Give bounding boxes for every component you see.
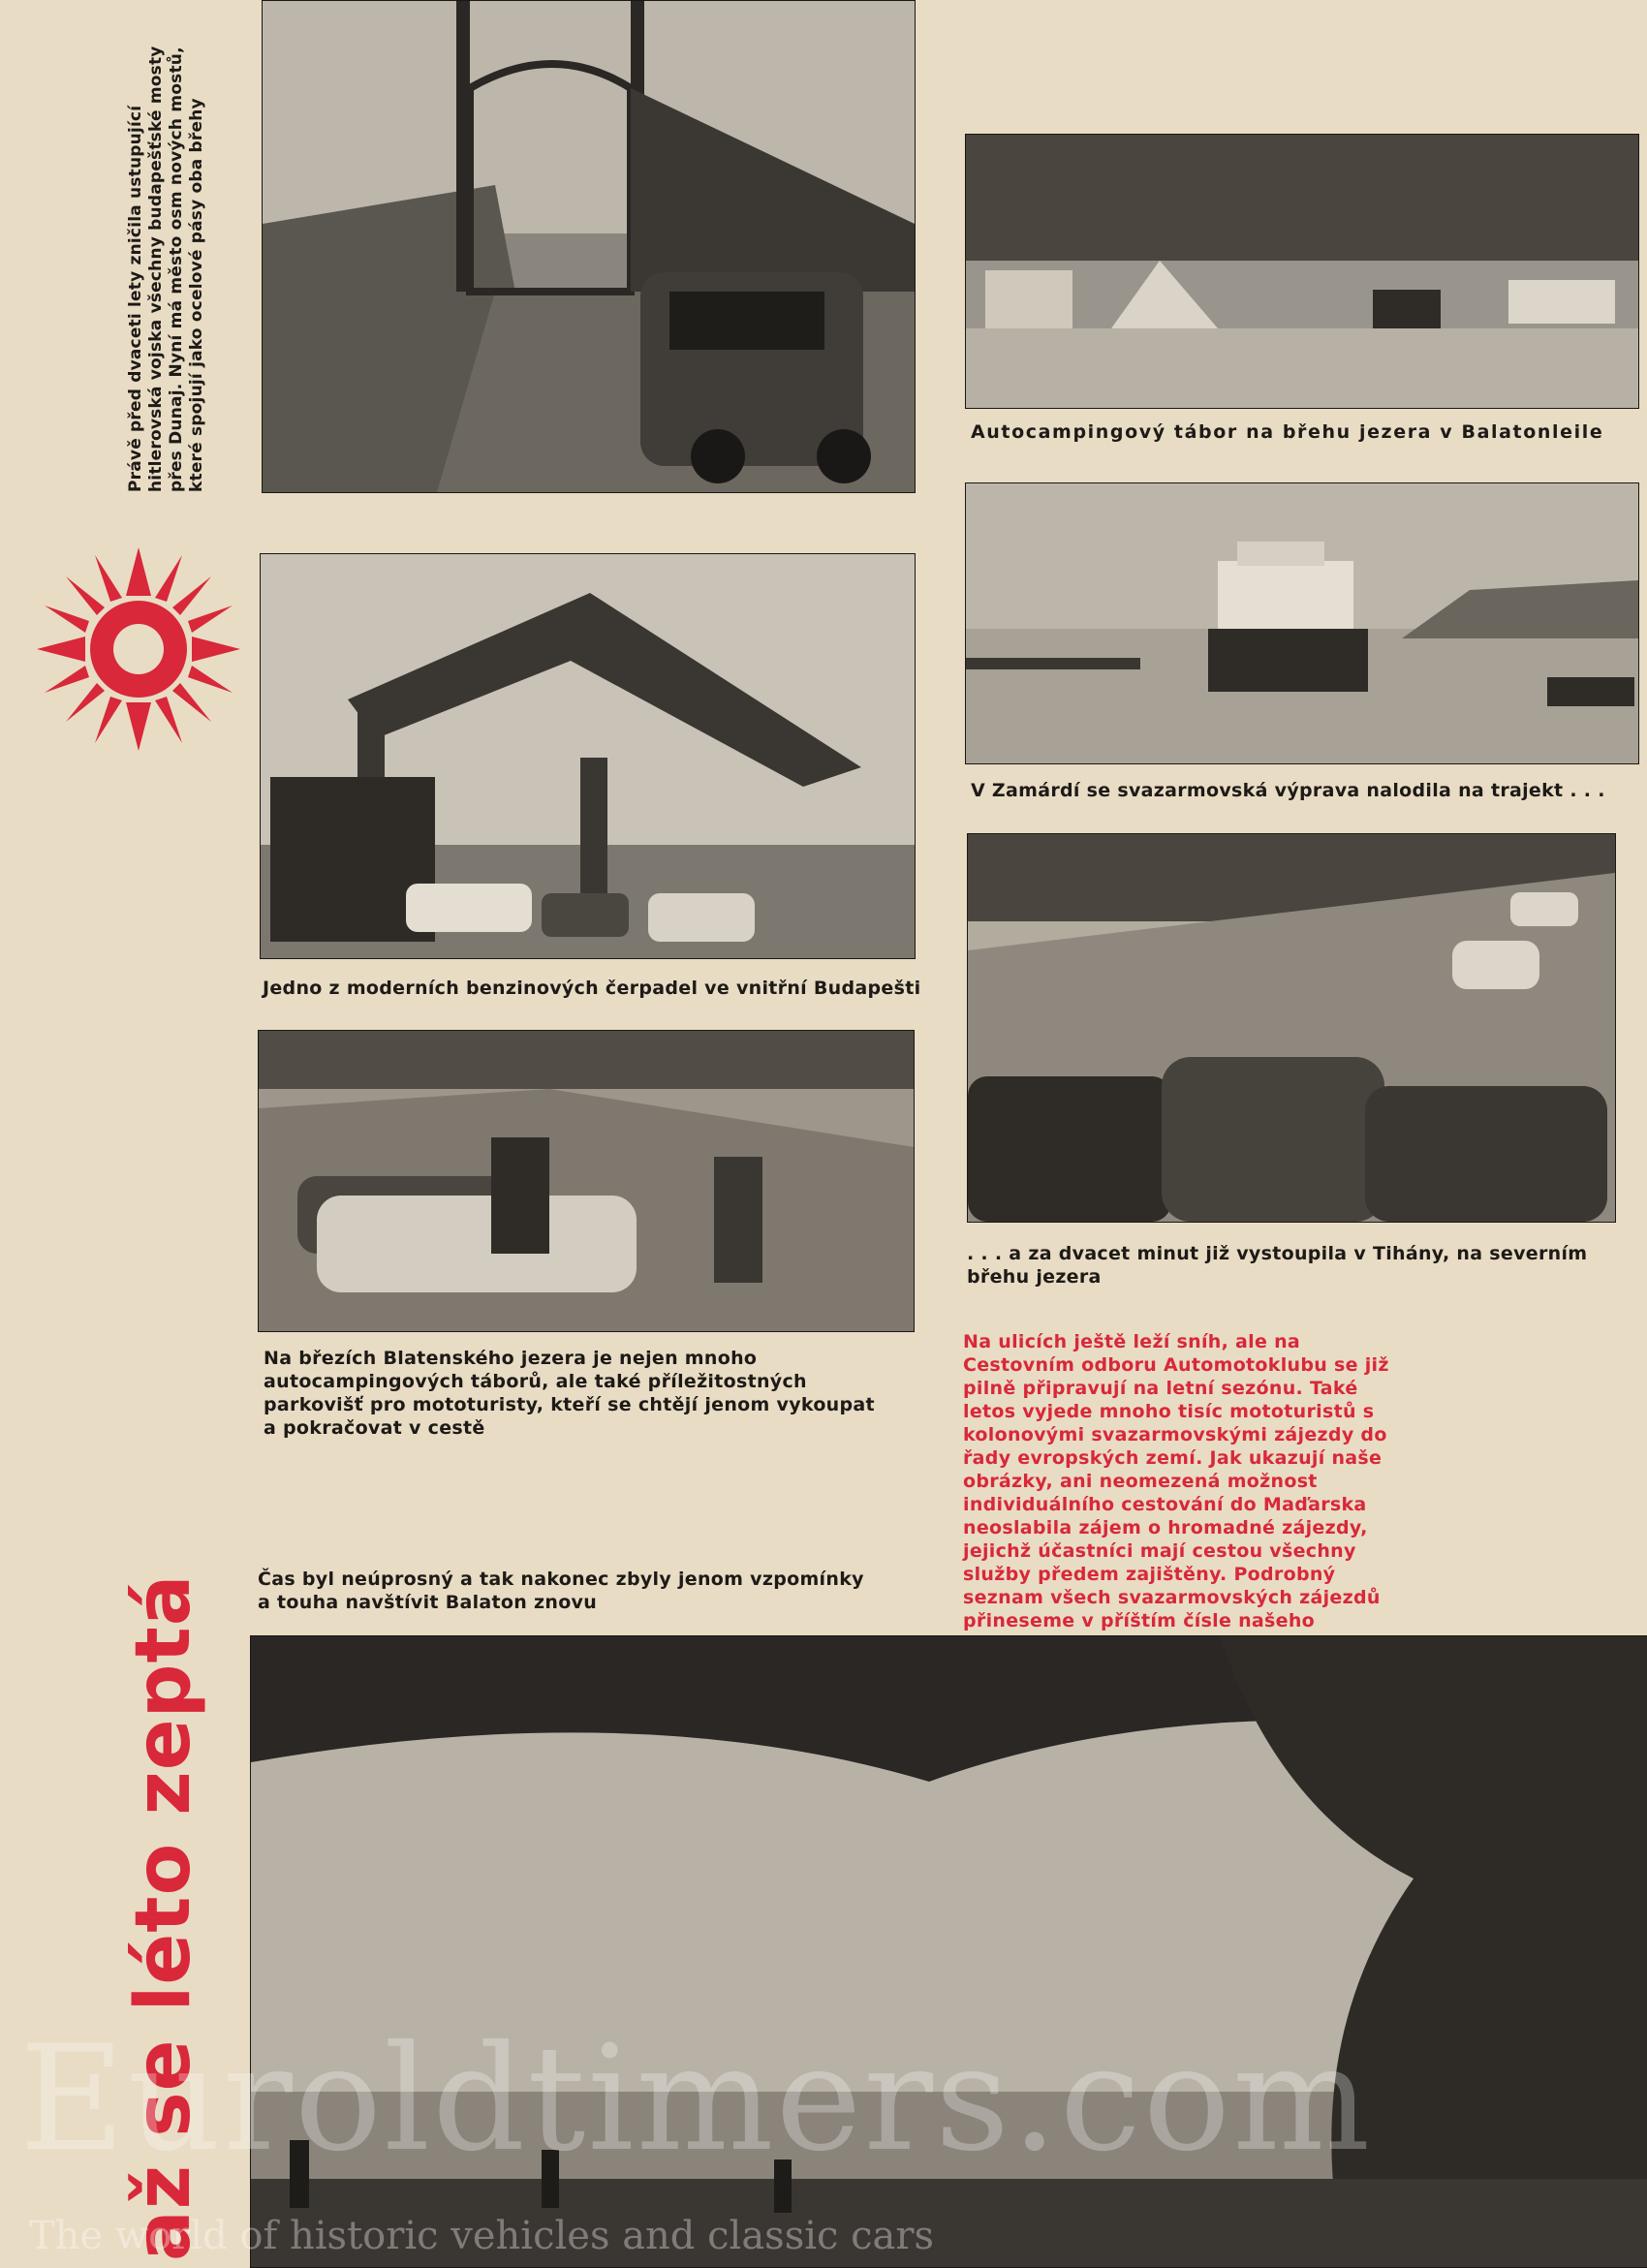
camping-photo (965, 134, 1639, 409)
memories-caption: Čas byl neúprosný a tak nakonec zbyly jenom vzpomínky a touha navštívit Balaton znovu (258, 1569, 864, 1613)
ferry-photo (965, 482, 1639, 764)
bridge-photo (262, 0, 916, 493)
headline: až se léto zeptá (120, 1573, 207, 2261)
watermark: Euroldtimers.com (19, 2015, 1373, 2184)
shore-caption: Na březích Blatenského jezera je nejen mnoho autocampingových táborů, ale také příležitostných parkovišť pro mototuristy, kteří se chtějí jenom vykoupat a pokračovat v cestě (264, 1348, 875, 1439)
article-text: Na ulicích ještě leží sníh, ale na Cestovním odboru Automotoklubu se již pilně připravují na letní sezónu. Také letos vyjede mnoho tisíc mototuristů s kolonovými svazarmovskými zájezdy do řady evropských zemí. Jak ukazují naše obrázky, ani neomezená možnost individuálního cestování do Maďarska neoslabila zájem o hromadné zájezdy, jejichž účastníci mají cestou všechny služby předem zajištěny. Podrobný seznam všech svazarmovských zájezdů přineseme v příštím čísle našeho (963, 1331, 1389, 1631)
camping-caption: Autocampingový tábor na břehu jezera v Balatonleile (971, 421, 1604, 443)
bridge-caption: Právě před dvaceti lety zničila ustupující hitlerovská vojska všechny budapešťské mosty přes Dunaj. Nyní má město osm nových mostů, které spojují jako ocelové pásy oba břehy (126, 46, 206, 492)
watermark-subtitle: The world of historic vehicles and classic cars (29, 2214, 935, 2258)
petrol-caption: Jedno z moderních benzinových čerpadel ve vnitřní Budapešti (263, 978, 921, 999)
red-sun-emblem-icon (37, 547, 240, 751)
ferry-caption: V Zamárdí se svazarmovská výprava nalodila na trajekt . . . (971, 780, 1605, 801)
tihany-photo (967, 833, 1616, 1223)
petrol-station-photo (260, 553, 916, 959)
shore-parking-photo (258, 1030, 915, 1332)
tihany-caption: . . . a za dvacet minut již vystoupila v Tihány, na severním břehu jezera (967, 1243, 1588, 1288)
